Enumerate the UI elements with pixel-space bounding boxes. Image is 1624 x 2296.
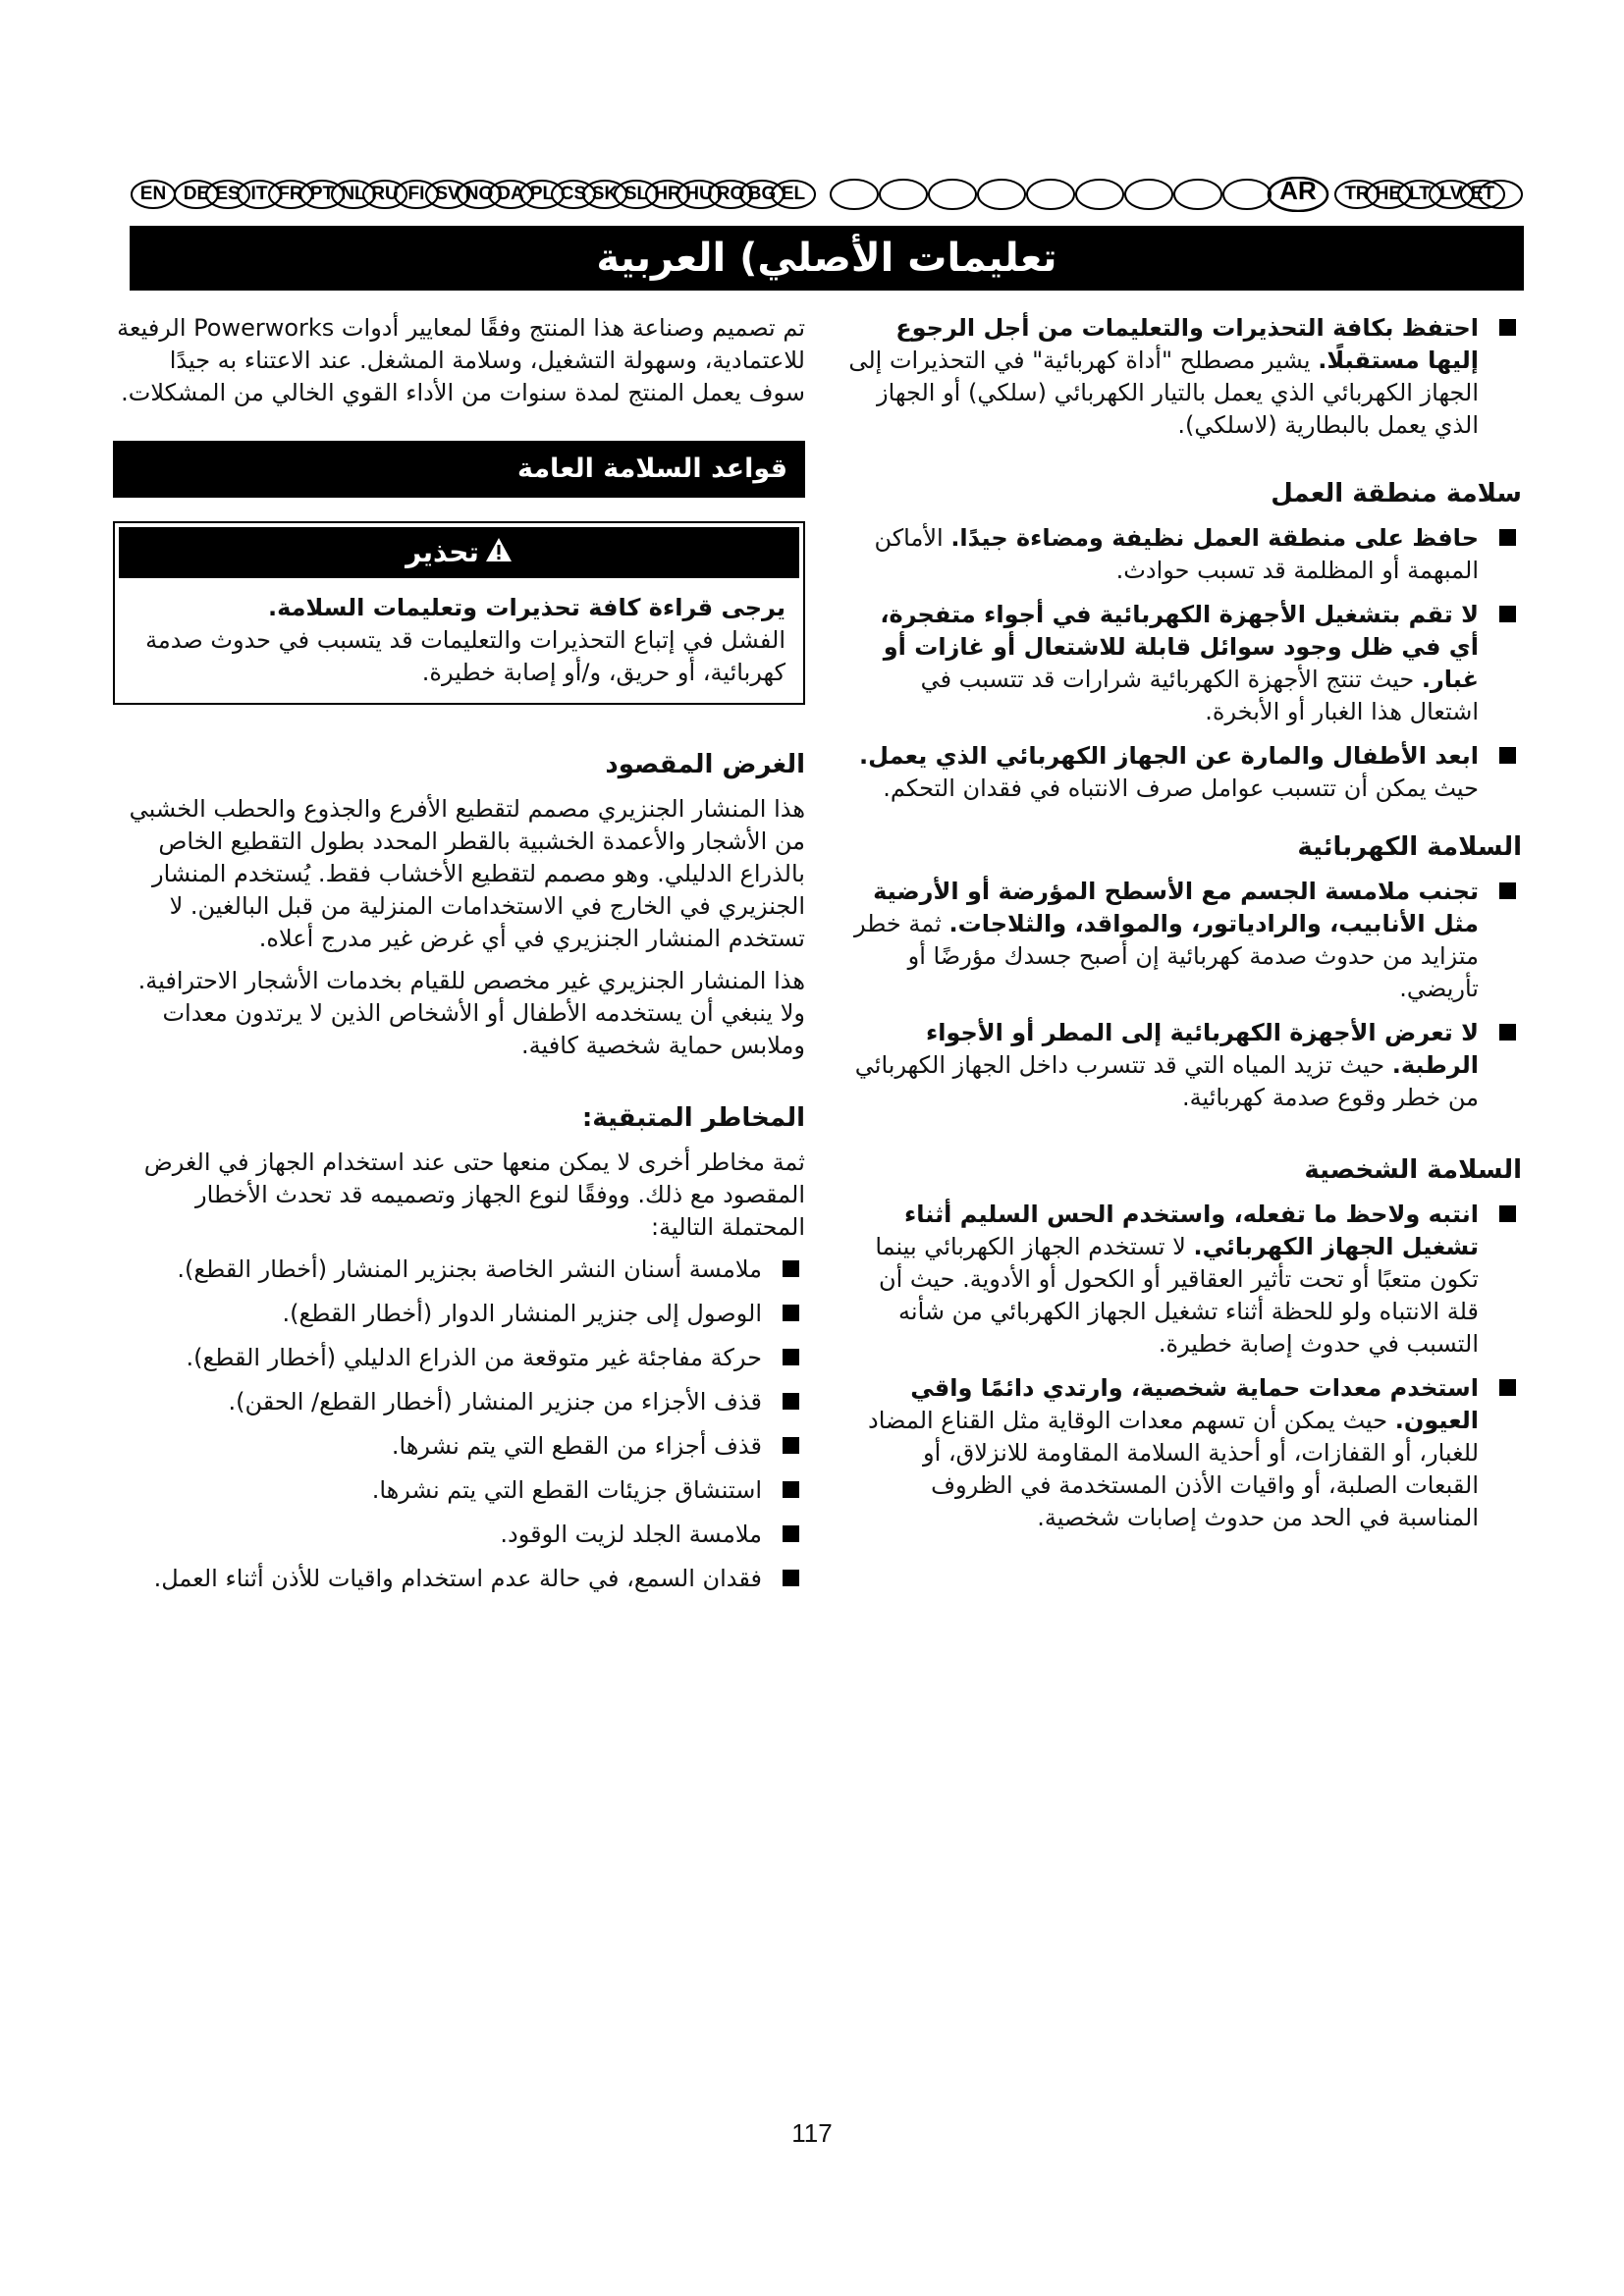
tab-el[interactable]: EL <box>781 184 806 204</box>
tab-sl[interactable]: SL <box>623 184 649 204</box>
work-area-list <box>844 522 1522 805</box>
list-item: قذف أجزاء من القطع التي يتم نشرها. <box>113 1430 805 1463</box>
tab-pl[interactable]: PL <box>529 184 555 204</box>
language-tab-strip <box>130 177 1524 212</box>
page-number: 117 <box>791 2118 833 2148</box>
list-item: فقدان السمع، في حالة عدم استخدام واقيات للأذن أثناء العمل. <box>113 1563 805 1595</box>
item-text: لا تستخدم الجهاز الكهربائي بينما تكون متعبًا أو تحت تأثير العقاقير أو الكحول أو الأدوية. حيث أن قلة الانتباه ولو للحظة أثناء تشغيل الجهاز الكهربائي من شأنه التسبب في حدوث إصابة خطيرة. <box>875 1233 1479 1358</box>
list-item: الوصول إلى جنزير المنشار الدوار (أخطار القطع). <box>113 1298 805 1330</box>
tab-hu[interactable]: HU <box>685 184 713 204</box>
intended-use-paragraph-2: هذا المنشار الجنزيري غير مخصص للقيام بخدمات الأشجار الاحترافية. ولا ينبغي أن يستخدمه الأطفال أو الأشخاص الذين لا يرتدون معدات وملابس حماية شخصية كافية. <box>137 967 805 1059</box>
warning-text: الفشل في إتباع التحذيرات والتعليمات قد يتسبب في حدوث صدمة كهربائية، أو حريق، و/أو إصابة خطيرة. <box>145 626 785 686</box>
list-item <box>844 740 1522 805</box>
residual-risks-list <box>113 1254 805 1595</box>
warning-bold-text: يرجى قراءة كافة تحذيرات وتعليمات السلامة. <box>267 594 785 621</box>
item-bold: ابعد الأطفال والمارة عن الجهاز الكهربائي الذي يعمل. <box>859 742 1479 770</box>
tab-et[interactable]: ET <box>1470 184 1495 204</box>
list-item <box>844 876 1522 1005</box>
intended-use-paragraph-1: هذا المنشار الجنزيري مصمم لتقطيع الأفرع والجذوع والحطب الخشبي من الأشجار والأعمدة الخشبية بالقطر المحدد بطول التقطيع الخاص بالذراع الدليلي. وهو مصمم لتقطيع الأخشاب فقط. يُستخدم المنشار الجنزيري في الخارج في الاستخدامات المنزلية من قبل البالغين. لا تستخدم المنشار الجنزيري في أي غرض غير مدرج أعلاه. <box>129 795 805 952</box>
item-bold: لا تقم بتشغيل الأجهزة الكهربائية في أجواء متفجرة، أي في ظل وجود سوائل قابلة للاشتعال أو غازات أو غبار. <box>880 601 1479 693</box>
list-item <box>844 1017 1522 1114</box>
warning-box <box>113 521 805 705</box>
tab-ru[interactable]: RU <box>371 184 399 204</box>
item-bold: استخدم معدات حماية شخصية، وارتدي دائمًا واقي العيون. <box>910 1374 1479 1434</box>
residual-risks-heading: المخاطر المتبقية: <box>581 1103 805 1133</box>
list-item: ملامسة الجلد لزيت الوقود. <box>113 1519 805 1551</box>
item-text: ثمة خطر متزايد من حدوث صدمة كهربائية إن أصبح جسدك مؤرضًا أو تأريضي. <box>854 910 1479 1002</box>
tab-en[interactable]: EN <box>139 184 167 204</box>
warning-header <box>119 527 799 578</box>
tab-fi[interactable]: FI <box>407 184 425 204</box>
intro-paragraph: تم تصميم وصناعة هذا المنتج وفقًا لمعايير أدوات Powerworks الرفيعة للاعتمادية، وسهولة التشغيل، وسلامة المشغل. عند الاعتناء به جيدًا سوف يعمل المنتج لمدة سنوات من الأداء القوي الخالي من المشكلات. <box>117 314 805 406</box>
tab-tr[interactable]: TR <box>1344 184 1370 204</box>
tab-es[interactable]: ES <box>215 184 241 204</box>
item-text: حيث تنتج الأجهزة الكهربائية شرارات قد تتسبب في اشتعال هذا الغبار أو الأبخرة. <box>920 666 1479 725</box>
work-area-heading: سلامة منطقة العمل <box>1271 479 1522 508</box>
right-column <box>844 312 1522 1546</box>
warning-triangle-icon <box>485 528 513 579</box>
tab-ar[interactable]: AR <box>1279 176 1317 205</box>
tab-cs[interactable]: CS <box>560 184 587 204</box>
item-text: حيث يمكن أن تسهم معدات الوقاية مثل القناع المضاد للغبار، أو القفازات، أو أحذية السلامة المقاومة للانزلاق، أو القبعات الصلبة، أو واقيات الأذن المستخدمة في الظروف المناسبة في الحد من حدوث إصابات شخصية. <box>868 1407 1479 1531</box>
list-item <box>844 522 1522 587</box>
list-item <box>844 1199 1522 1361</box>
personal-safety-list <box>844 1199 1522 1534</box>
tab-fr[interactable]: FR <box>278 184 303 204</box>
personal-safety-heading: السلامة الشخصية <box>1304 1155 1522 1185</box>
list-item: حركة مفاجئة غير متوقعة من الذراع الدليلي (أخطار القطع). <box>113 1342 805 1374</box>
tab-ro[interactable]: RO <box>716 184 745 204</box>
list-item: ملامسة أسنان النشر الخاصة بجنزير المنشار (أخطار القطع). <box>113 1254 805 1286</box>
item-text: حيث يمكن أن تتسبب عوامل صرف الانتباه في فقدان التحكم. <box>883 774 1479 802</box>
item-bold: تجنب ملامسة الجسم مع الأسطح المؤرضة أو الأرضية مثل الأنابيب، والرادياتور، والمواقد، والثلاجات. <box>873 878 1479 937</box>
list-item <box>844 599 1522 728</box>
item-text: الأماكن المبهمة أو المظلمة قد تسبب حوادث. <box>874 524 1479 584</box>
keep-instructions-list <box>844 312 1522 442</box>
list-item: استنشاق جزيئات القطع التي يتم نشرها. <box>113 1474 805 1507</box>
list-item <box>844 1372 1522 1534</box>
tab-da[interactable]: DA <box>497 184 524 204</box>
item-bold: لا تعرض الأجهزة الكهربائية إلى المطر أو الأجواء الرطبة. <box>925 1019 1479 1079</box>
keep-instructions-text: يشير مصطلح "أداة كهربائية" في التحذيرات إلى الجهاز الكهربائي الذي يعمل بالتيار الكهربائي (سلكي) أو الجهاز الذي يعمل بالبطارية (لاسلكي). <box>848 347 1479 439</box>
tab-sv[interactable]: SV <box>435 184 460 204</box>
tab-bg[interactable]: BG <box>747 184 777 204</box>
tab-lt[interactable]: LT <box>1409 184 1431 204</box>
intended-use-heading: الغرض المقصود <box>605 750 805 779</box>
left-column <box>113 312 805 1607</box>
residual-risks-intro: ثمة مخاطر أخرى لا يمكن منعها حتى عند استخدام الجهاز في الغرض المقصود مع ذلك. ووفقًا لنوع الجهاز وتصميمه قد تحدث الأخطار المحتملة التالية: <box>143 1148 805 1241</box>
tab-de[interactable]: DE <box>183 184 210 204</box>
electrical-safety-list <box>844 876 1522 1114</box>
tab-he[interactable]: HE <box>1375 184 1402 204</box>
tab-nl[interactable]: NL <box>341 184 366 204</box>
tab-pt[interactable]: PT <box>309 184 335 204</box>
tab-no[interactable]: NO <box>464 184 494 204</box>
item-bold: حافظ على منطقة العمل نظيفة ومضاءة جيدًا. <box>950 524 1479 552</box>
list-item <box>844 312 1522 442</box>
warning-label: تحذير <box>406 536 479 568</box>
item-bold: انتبه ولاحظ ما تفعله، واستخدم الحس السليم أثناء تشغيل الجهاز الكهربائي. <box>904 1201 1479 1260</box>
tab-hr[interactable]: HR <box>654 184 681 204</box>
keep-instructions-bold: احتفظ بكافة التحذيرات والتعليمات من أجل الرجوع إليها مستقبلًا. <box>895 314 1479 374</box>
tab-it[interactable]: IT <box>250 184 268 204</box>
item-text: حيث تزيد المياه التي قد تتسرب داخل الجهاز الكهربائي من خطر وقوع صدمة كهربائية. <box>854 1051 1479 1111</box>
page-title: تعليمات الأصلي) العربية <box>130 226 1524 291</box>
electrical-safety-heading: السلامة الكهربائية <box>1297 832 1522 862</box>
tab-sk[interactable]: SK <box>591 184 619 204</box>
list-item: قذف الأجزاء من جنزير المنشار (أخطار القطع/ الحقن). <box>113 1386 805 1418</box>
tab-lv[interactable]: LV <box>1439 184 1463 204</box>
warning-body <box>115 582 803 703</box>
general-safety-heading: قواعد السلامة العامة <box>113 441 805 498</box>
